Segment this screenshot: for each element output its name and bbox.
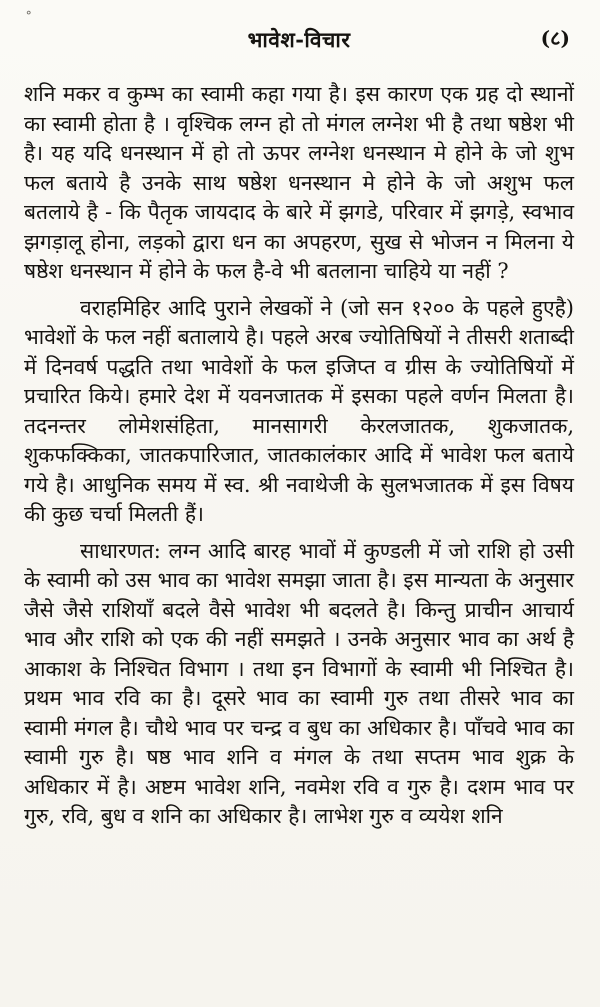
page-number: (८) [540, 26, 570, 50]
paragraph-3: साधारणत: लग्न आदि बारह भावों में कुण्डली में जो राशि हो उसी के स्वामी को उस भाव का भावेश समझा जाता है। इस मान्यता के अनुसार जैसे जैसे राशियाँ बदले वैसे भावेश भी बदलते है। किन्तु प्राचीन आचार्य भाव और राशि को एक की नहीं समझते । उनके अनुसार भाव का अर्थ है आकाश के निश्चित विभाग । तथा इन विभागों के स्वामी भी निश्चित है। प्रथम भाव रवि का है। दूसरे भाव का स्वामी गुरु तथा तीसरे भाव का स्वामी मंगल है। चौथे भाव पर चन्द्र व बुध का अधिकार है। पाँचवे भाव का स्वामी गुरु है। षष्ठ भाव शनि व मंगल के तथा सप्तम भाव शुक्र के अधिकार में है। अष्टम भावेश शनि, नवमेश रवि व गुरु है। दशम भाव पर गुरु, रवि, बुध व शनि का अधिकार है। लाभेश गुरु व व्ययेश शनि [24, 538, 574, 828]
page-header [24, 22, 574, 62]
page-body [24, 80, 574, 832]
paragraph-2: वराहमिहिर आदि पुराने लेखकों ने (जो सन १२०० के पहले हुएहै) भावेशों के फल नहीं बतालाये है। पहले अरब ज्योतिषियों ने तीसरी शताब्दी में दिनवर्ष पद्धति तथा भावेशों के फल इजिप्त व ग्रीस के ज्योतिषियों में प्रचारित किये। हमारे देश में यवनजातक में इसका पहले वर्णन मिलता है। तदनन्तर लोमेशसंहिता, मानसागरी केरलजातक, शुकजातक, शुकफक्किका, जातकपारिजात, जातकालंकार आदि में भावेश फल बताये गये है। आधुनिक समय में स्व. श्री नवाथेजी के सुलभजातक में इस विषय की कुछ चर्चा मिलती हैं। [24, 295, 574, 526]
paragraph-1: शनि मकर व कुम्भ का स्वामी कहा गया है। इस कारण एक ग्रह दो स्थानों का स्वामी होता है । वृश्चिक लग्न हो तो मंगल लग्नेश भी है तथा षष्ठेश भी है। यह यदि धनस्थान में हो तो ऊपर लग्नेश धनस्थान मे होने के जो शुभ फल बताये है उनके साथ षष्ठेश धनस्थान मे होने के जो अशुभ फल बतलाये है - कि पैतृक जायदाद के बारे में झगडे, परिवार में झगड़े, स्वभाव झगड़ालू होना, लड़को द्वारा धन का अपहरण, सुख से भोजन न मिलना ये षष्ठेश धनस्थान में होने के फल है-वे भी बतलाना चाहिये या नहीं ? [24, 82, 574, 283]
scan-artifact-mark: ॰ [25, 6, 33, 23]
page-title: भावेश-विचार [247, 27, 351, 52]
